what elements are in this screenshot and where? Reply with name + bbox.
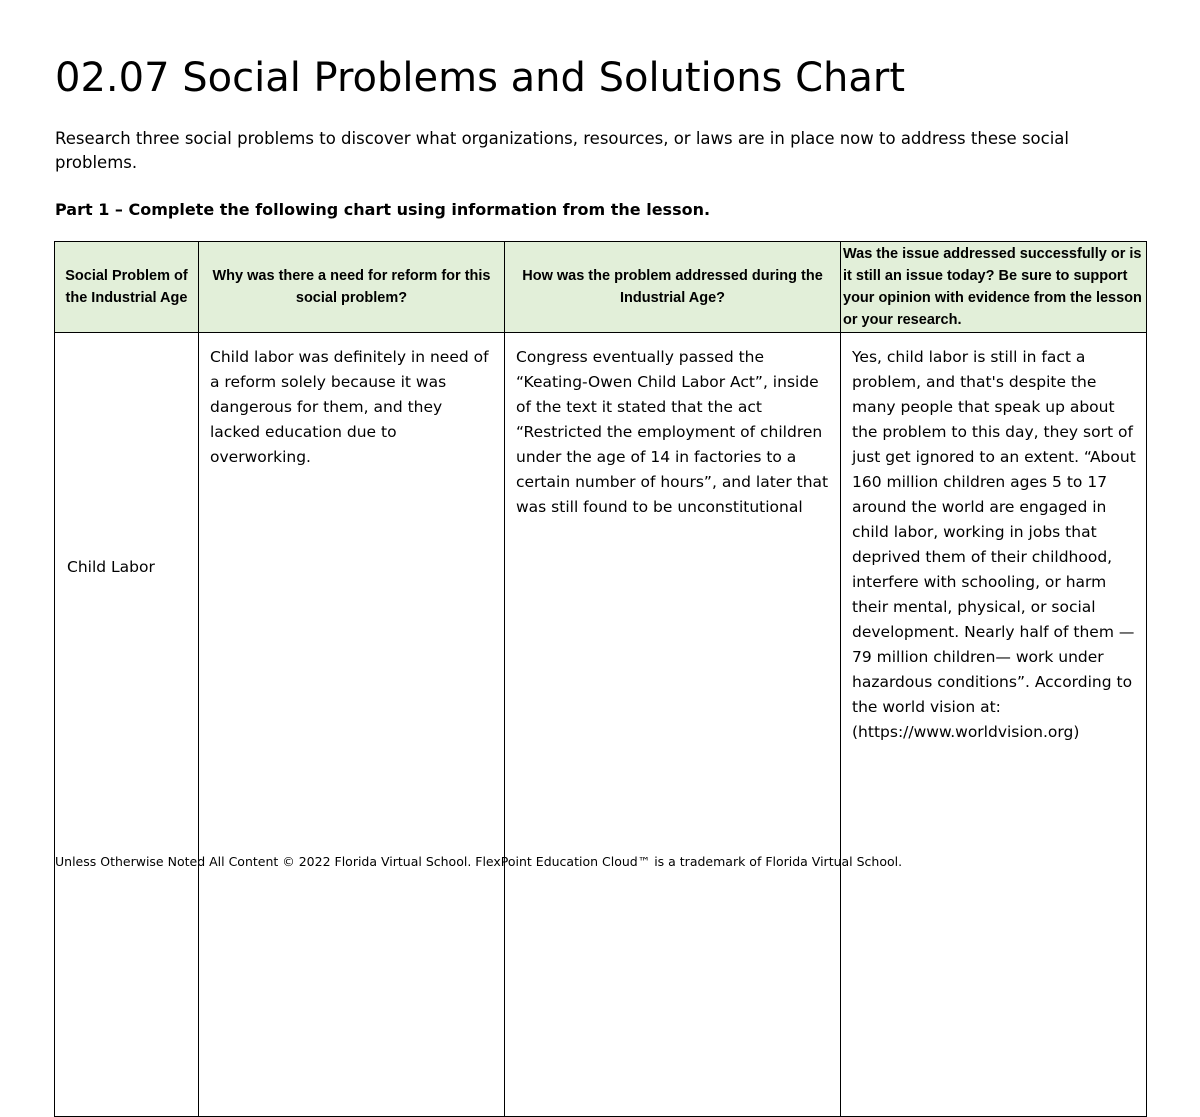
header-addressed-successfully: Was the issue addressed successfully or is it still an issue today? Be sure to support your opinion with evidence from the lesson or your research. [841,242,1147,333]
cell-need-for-reform[interactable]: Child labor was definitely in need of a reform solely because it was dangerous for them, and they lacked education due to overworking. [199,333,505,1117]
problems-solutions-table [54,241,1147,1117]
cell-addressed-successfully[interactable]: Yes, child labor is still in fact a problem, and that's despite the many people that speak up about the problem to this day, they sort of just get ignored to an extent. “About 160 million children ages 5 to 17 around the world are engaged in child labor, working in jobs that deprived them of their childhood, interfere with schooling, or harm their mental, physical, or social development. Nearly half of them — 79 million children— work under hazardous conditions”. According to the world vision at:(https://www.worldvision.org) [841,333,1147,1117]
part-heading: Part 1 – Complete the following chart using information from the lesson. [55,200,711,219]
table-header [55,242,1147,333]
header-social-problem: Social Problem of the Industrial Age [55,242,199,333]
intro-text: Research three social problems to discover what organizations, resources, or laws are in place now to address these social problems. [55,129,1070,172]
cell-problem[interactable]: Child Labor [55,333,199,1117]
table-header-row [55,242,1147,333]
page-title: 02.07 Social Problems and Solutions Chart [55,55,906,101]
table-body [55,333,1147,1117]
cell-how-addressed[interactable]: Congress eventually passed the “Keating-Owen Child Labor Act”, inside of the text it stated that the act “Restricted the employment of children under the age of 14 in factories to a certain number of hours”, and later that was still found to be unconstitutional [505,333,841,1117]
header-need-for-reform: Why was there a need for reform for this social problem? [199,242,505,333]
footer-copyright: Unless Otherwise Noted All Content © 2022 Florida Virtual School. FlexPoint Education Cloud™ is a trademark of Florida Virtual School. [55,854,903,869]
header-how-addressed: How was the problem addressed during the Industrial Age? [505,242,841,333]
table-row [55,333,1147,1117]
